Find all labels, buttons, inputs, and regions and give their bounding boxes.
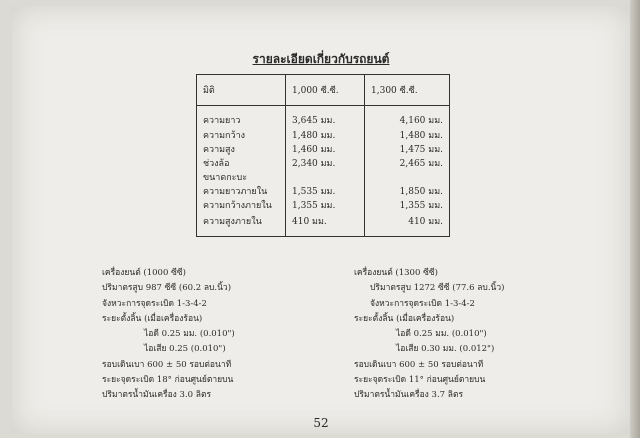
document-page	[12, 6, 630, 434]
cell-dimension: ความยาว	[197, 106, 286, 129]
header-dimension: มิติ	[197, 75, 286, 106]
spec-line: เครื่องยนต์ (1300 ซีซี)	[354, 268, 438, 278]
spec-line: ปริมาตรน้ำมันเครื่อง 3.0 ลิตร	[102, 390, 212, 401]
page-number: 52	[313, 416, 329, 430]
cell-1300cc: 4,160 มม.	[365, 106, 450, 129]
dimensions-table	[196, 74, 450, 237]
spec-line: ระยะตั้งลิ้น (เมื่อเครื่องร้อน)	[102, 313, 203, 324]
cell-dimension: ขนาดกะบะ	[197, 170, 286, 184]
spec-line: ไอเสีย 0.30 มม. (0.012")	[396, 344, 495, 355]
cell-1000cc: 1,355 มม.	[286, 198, 365, 212]
cell-dimension: ความสูงภายใน	[197, 212, 286, 237]
table-row	[197, 142, 450, 156]
table-row	[197, 170, 450, 184]
cell-1000cc: 1,480 มม.	[286, 128, 365, 142]
cell-1000cc: 1,535 มม.	[286, 184, 365, 198]
spec-line: รอบเดินเบา 600 ± 50 รอบต่อนาที	[102, 359, 232, 370]
table-row	[197, 156, 450, 170]
cell-1300cc: 1,475 มม.	[365, 142, 450, 156]
spec-line: ไอเสีย 0.25 (0.010")	[144, 344, 226, 355]
cell-1000cc: 410 มม.	[286, 212, 365, 237]
spec-line: ไอดี 0.25 มม. (0.010")	[144, 329, 235, 340]
header-1000cc: 1,000 ซี.ซี.	[286, 75, 365, 106]
spec-line: รอบเดินเบา 600 ± 50 รอบต่อนาที	[354, 359, 484, 370]
cell-1300cc: 1,355 มม.	[365, 198, 450, 212]
scan-edge-shadow	[630, 0, 640, 438]
spec-line: ระยะตั้งลิ้น (เมื่อเครื่องร้อน)	[354, 313, 455, 324]
cell-dimension: ความกว้างภายใน	[197, 198, 286, 212]
cell-dimension: ความกว้าง	[197, 128, 286, 142]
spec-line: เครื่องยนต์ (1000 ซีซี)	[102, 268, 186, 278]
cell-dimension: ความยาวภายใน	[197, 184, 286, 198]
spec-line: ปริมาตรสูบ 1272 ซีซี (77.6 ลบ.นิ้ว)	[370, 283, 505, 294]
cell-1000cc: 1,460 มม.	[286, 142, 365, 156]
spec-line: ระยะจุดระเบิด 11° ก่อนศูนย์ตายบน	[354, 375, 486, 386]
engine-1000-specs	[102, 266, 235, 404]
cell-1000cc	[286, 170, 365, 184]
cell-dimension: ความสูง	[197, 142, 286, 156]
cell-1000cc: 2,340 มม.	[286, 156, 365, 170]
table-row	[197, 128, 450, 142]
cell-1300cc: 2,465 มม.	[365, 156, 450, 170]
table-row	[197, 212, 450, 237]
engine-1300-specs	[354, 266, 504, 404]
cell-1300cc	[365, 170, 450, 184]
table-header-row	[197, 75, 450, 106]
cell-1300cc: 1,480 มม.	[365, 128, 450, 142]
spec-line: จังหวะการจุดระเบิด 1-3-4-2	[370, 298, 475, 309]
spec-line: ระยะจุดระเบิด 18° ก่อนศูนย์ตายบน	[102, 375, 234, 386]
spec-line: ปริมาตรสูบ 987 ซีซี (60.2 ลบ.นิ้ว)	[102, 283, 232, 294]
cell-1300cc: 1,850 มม.	[365, 184, 450, 198]
page-title: รายละเอียดเกี่ยวกับรถยนต์	[252, 52, 390, 66]
spec-line: จังหวะการจุดระเบิด 1-3-4-2	[102, 298, 207, 309]
table-row	[197, 198, 450, 212]
cell-1300cc: 410 มม.	[365, 212, 450, 237]
header-1300cc: 1,300 ซี.ซี.	[365, 75, 450, 106]
table-row	[197, 106, 450, 129]
table-body	[197, 106, 450, 237]
cell-dimension: ช่วงล้อ	[197, 156, 286, 170]
spec-line: ปริมาตรน้ำมันเครื่อง 3.7 ลิตร	[354, 390, 464, 401]
table-row	[197, 184, 450, 198]
spec-line: ไอดี 0.25 มม. (0.010")	[396, 329, 487, 340]
cell-1000cc: 3,645 มม.	[286, 106, 365, 129]
